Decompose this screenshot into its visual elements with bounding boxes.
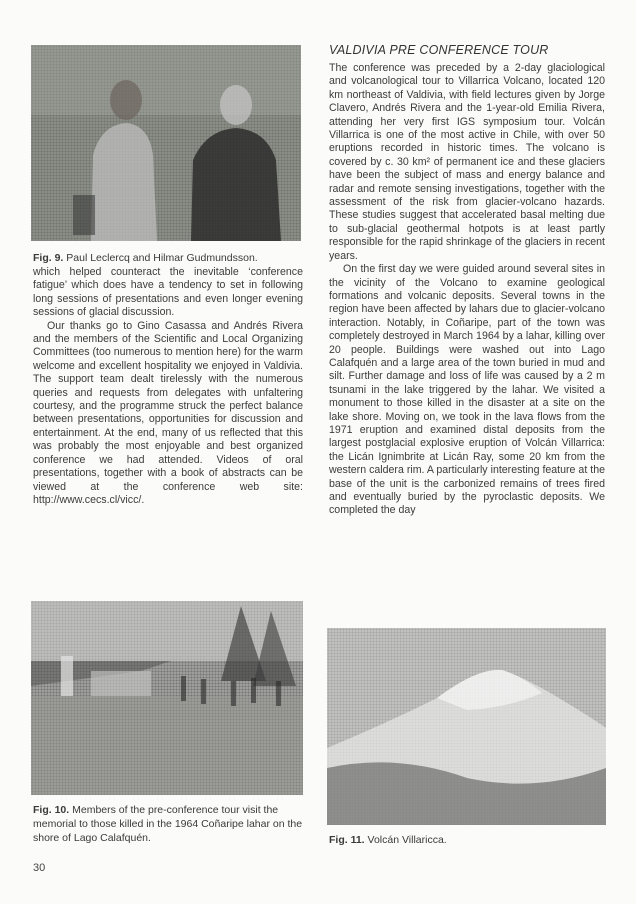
right-column: [329, 62, 605, 518]
fig9-photo: [31, 45, 301, 241]
fig9-scene: [31, 45, 301, 241]
fig10-label: Fig. 10.: [33, 804, 70, 816]
fig9-caption: [33, 251, 303, 265]
right-paragraph-1: The conference was preceded by a 2-day glaciological and volcanological tour to Villarrica Volcano, located 120 km northeast of Valdivia, with field lectures given by Jorge Clavero, Andrés Rivera and the 1-year-old Emilia Rivera, attending her very first IGS symposium tour. Volcán Villarrica is one of the most active in Chile, with over 50 eruptions recorded in historic times. The volcano is covered by c. 30 km² of permanent ice and these glaciers have been the subject of mass and energy balance and radar and remote sensing investigations, together with the assessment of the risk from glacier-volcano hazards. These studies suggest that accelerated basal melting due to sub-glacial geothermal hotpots is at least partly responsible for the rapid shrinkage of the glaciers in recent years.: [329, 62, 605, 262]
fig11-label: Fig. 11.: [329, 834, 365, 846]
left-paragraph-2: Our thanks go to Gino Casassa and Andrés Rivera and the members of the Scientific and Local Organizing Committees (too numerous to mention here) for the warm welcome and excellent hospitality we enjoyed in Valdivia. The support team dealt tirelessly with the numerous queries and requests from delegates with unfaltering courtesy, and the programme struck the perfect balance between presentations, opportunities for discussion and entertainment. At the end, many of us reflected that this was probably the most enjoyable and best organized conference we had attended. Videos of oral presentations, together with a book of abstracts can be viewed at the conference web site: http://www.cecs.cl/vicc/.: [33, 319, 303, 506]
fig10-scene: [31, 601, 303, 795]
fig10-caption-text: Members of the pre-conference tour visit the memorial to those killed in the 1964 Coñaripe lahar on the shore of Lago Calafquén.: [33, 804, 303, 844]
fig9-caption-text: Paul Leclercq and Hilmar Gudmundsson.: [66, 252, 258, 264]
right-paragraph-2: On the first day we were guided around several sites in the vicinity of the Volcano to examine geological formations and volcanic deposits. Several towns in the region have been affected by lahars due to glacier-volcano interaction. Notably, in Coñaripe, part of the town was completely destroyed in March 1964 by a lahar, killing over 20 people. Buildings were washed out into Lago Calafquén and a large area of the town buried in mud and silt. Further damage and loss of life was caused by a 2 m tsunami in the lake triggered by the lahar. We visited a monument to those killed in the disaster at a site on the lake shore. Moving on, we took in the lava flows from the 1971 eruption and examined distal deposits from the largest postglacial explosive eruption of Volcán Villarrica: the Licán Ignimbrite at Licán Ray, some 20 km from the western caldera rim. A particularly interesting feature at the base of the unit is the carbonized remains of trees fired and eventually buried by the pyroclastic deposits. We completed the day: [329, 263, 605, 517]
fig10-caption: [33, 803, 305, 845]
page-number: 30: [33, 862, 46, 874]
left-paragraph-1: which helped counteract the inevitable ‘conference fatigue’ which does have a tendency to set in following long sessions of presentations and even longer evening sessions of glacial discussion.: [33, 266, 303, 319]
fig11-caption-text: Volcán Villaricca.: [367, 834, 447, 846]
fig9-label: Fig. 9.: [33, 252, 64, 264]
fig10-photo: [31, 601, 303, 795]
section-title: VALDIVIA PRE CONFERENCE TOUR: [329, 43, 549, 57]
left-column: [33, 266, 303, 507]
fig11-scene: [327, 628, 606, 825]
fig11-photo: [327, 628, 606, 825]
fig11-caption: [329, 833, 605, 847]
